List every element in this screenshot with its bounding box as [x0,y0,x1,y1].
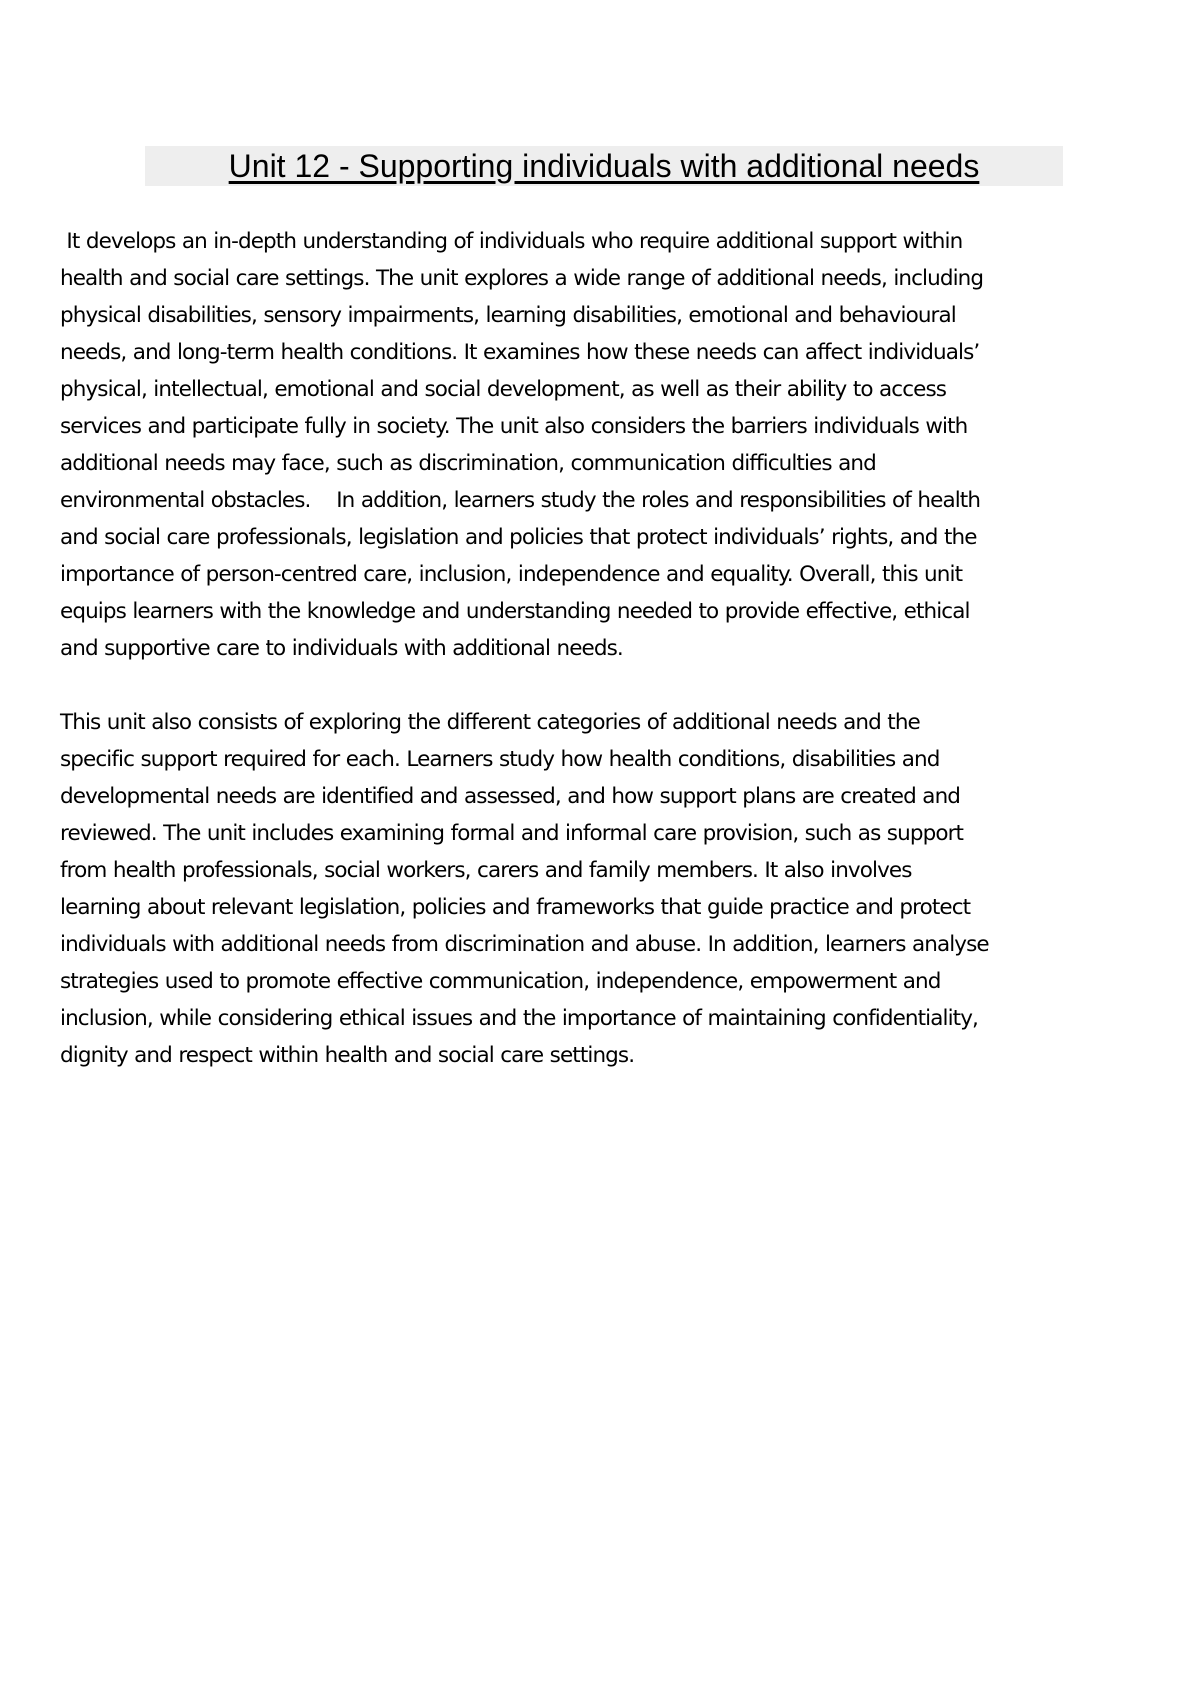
text-line: learning about relevant legislation, policies and frameworks that guide practice and protect [60,895,971,920]
text-line: importance of person-centred care, inclusion, independence and equality. Overall, this unit [60,562,963,587]
paragraph-intro [60,223,1080,667]
text-line: health and social care settings. The unit explores a wide range of additional needs, including [60,266,984,291]
text-line: developmental needs are identified and assessed, and how support plans are created and [60,784,961,809]
text-line: individuals with additional needs from discrimination and abuse. In addition, learners analyse [60,932,989,957]
text-line: strategies used to promote effective communication, independence, empowerment and [60,969,941,994]
text-line: physical, intellectual, emotional and social development, as well as their ability to access [60,377,947,402]
text-line: needs, and long-term health conditions. It examines how these needs can affect individuals’ [60,340,980,365]
text-line: and social care professionals, legislation and policies that protect individuals’ rights, and the [60,525,977,550]
text-line: and supportive care to individuals with additional needs. [60,636,623,661]
text-line: services and participate fully in society. The unit also considers the barriers individuals with [60,414,968,439]
text-line: physical disabilities, sensory impairments, learning disabilities, emotional and behavioural [60,303,956,328]
text-line: environmental obstacles. In addition, learners study the roles and responsibilities of health [60,488,981,513]
text-line: reviewed. The unit includes examining formal and informal care provision, such as support [60,821,964,846]
text-line: from health professionals, social workers, carers and family members. It also involves [60,858,912,883]
text-line: additional needs may face, such as discrimination, communication difficulties and [60,451,876,476]
page-title: Unit 12 - Supporting individuals with additional needs [228,148,980,184]
text-line: dignity and respect within health and social care settings. [60,1043,635,1068]
text-line: It develops an in-depth understanding of individuals who require additional support within [60,229,963,254]
text-line: This unit also consists of exploring the different categories of additional needs and the [60,710,920,735]
paragraph-categories [60,704,1080,1074]
text-line: equips learners with the knowledge and understanding needed to provide effective, ethical [60,599,970,624]
text-line: inclusion, while considering ethical issues and the importance of maintaining confidentiality, [60,1006,978,1031]
text-line: specific support required for each. Learners study how health conditions, disabilities and [60,747,940,772]
